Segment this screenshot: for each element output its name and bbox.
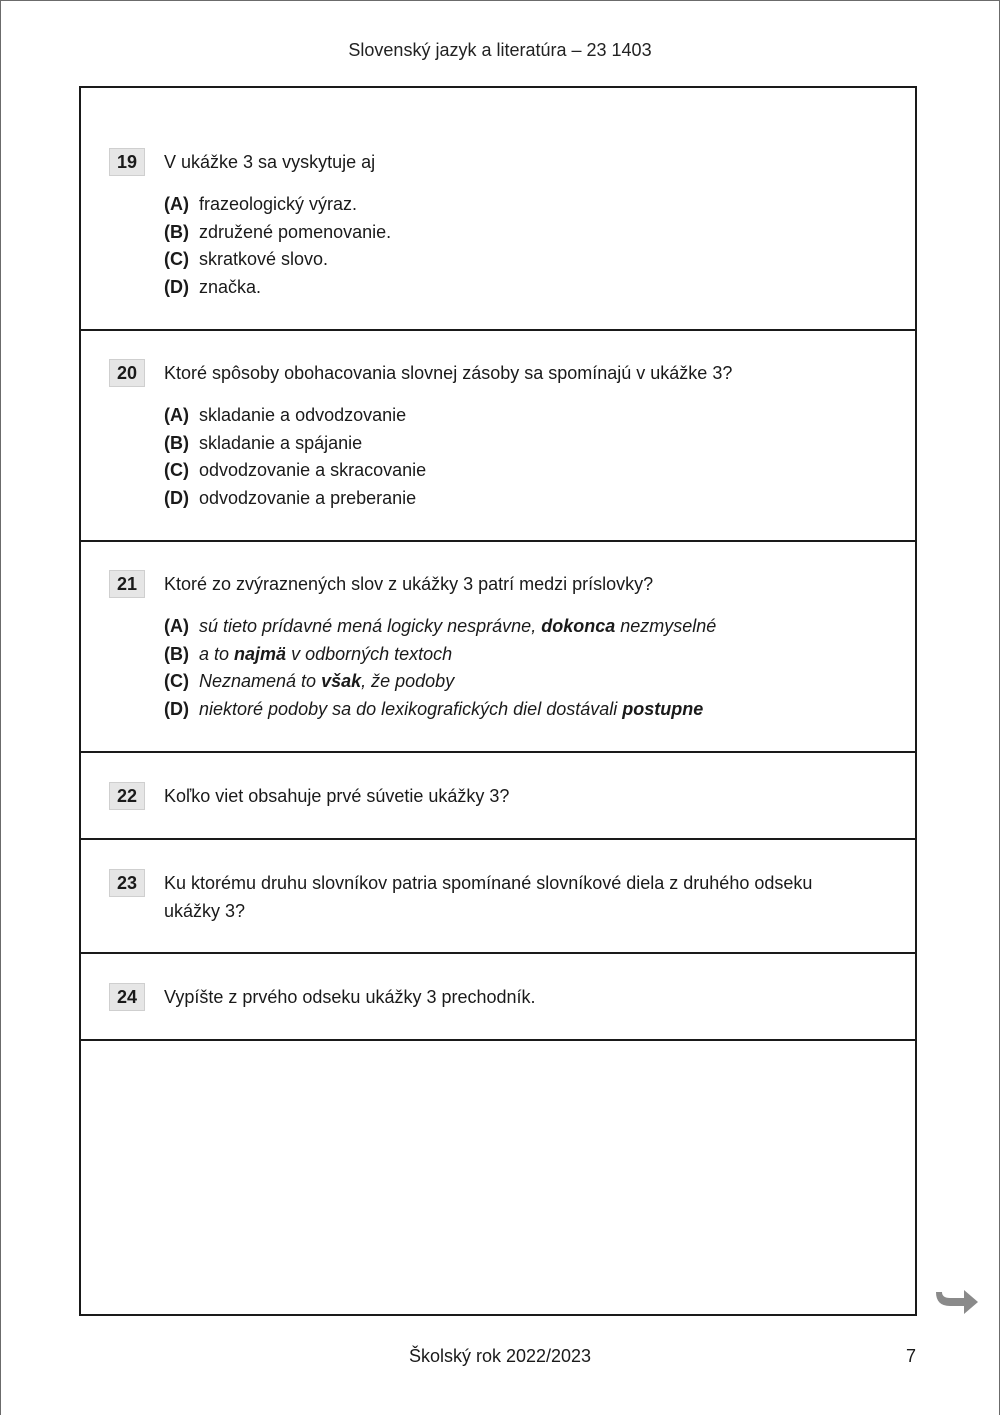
answer-area[interactable] (81, 1039, 915, 1314)
question-number: 21 (109, 570, 145, 598)
options-list (164, 402, 895, 512)
options-list (164, 613, 895, 723)
option-c[interactable]: (C) odvodzovanie a skracovanie (164, 460, 427, 481)
question-text: Koľko viet obsahuje prvé súvetie ukážky 3? (164, 786, 510, 806)
option-c[interactable]: (C) skratkové slovo. (164, 249, 329, 270)
question-number: 20 (109, 359, 145, 387)
arrow-right-curved-icon (932, 1286, 980, 1318)
question-number: 23 (109, 869, 145, 897)
question-text: V ukážke 3 sa vyskytuje aj (164, 152, 376, 172)
option-d[interactable]: (D) značka. (164, 276, 262, 297)
question-24 (81, 952, 915, 1041)
question-text: Ktoré zo zvýraznených slov z ukážky 3 patrí medzi príslovky? (164, 574, 654, 594)
question-21 (81, 540, 915, 753)
option-b[interactable]: (B) a to najmä v odborných textoch (164, 643, 453, 664)
option-a[interactable]: (A) frazeologický výraz. (164, 194, 358, 214)
question-text: Vypíšte z prvého odseku ukážky 3 prechodník. (164, 987, 536, 1007)
option-c[interactable]: (C) Neznamená to však, že podoby (164, 671, 455, 692)
question-text: Ku ktorému druhu slovníkov patria spomínané slovníkové diela z druhého odseku ukážky 3? (164, 873, 813, 921)
footer-school-year: Školský rok 2022/2023 (408, 1346, 592, 1366)
page-header: Slovenský jazyk a literatúra – 23 1403 (348, 40, 652, 60)
question-23 (81, 838, 915, 954)
option-b[interactable]: (B) skladanie a spájanie (164, 432, 363, 453)
question-22 (81, 751, 915, 840)
question-text: Ktoré spôsoby obohacovania slovnej zásoby sa spomínajú v ukážke 3? (164, 363, 733, 383)
option-a[interactable]: (A) sú tieto prídavné mená logicky nesprávne, dokonca nezmyselné (164, 616, 717, 636)
question-19 (81, 88, 915, 331)
question-number: 22 (109, 782, 145, 810)
question-20 (81, 329, 915, 542)
questions-box (79, 86, 917, 1316)
option-b[interactable]: (B) združené pomenovanie. (164, 221, 392, 242)
options-list (164, 191, 895, 301)
option-a[interactable]: (A) skladanie a odvodzovanie (164, 405, 407, 425)
option-d[interactable]: (D) odvodzovanie a preberanie (164, 487, 417, 508)
option-d[interactable]: (D) niektoré podoby sa do lexikografických diel dostávali postupne (164, 698, 704, 719)
question-number: 19 (109, 148, 145, 176)
question-number: 24 (109, 983, 145, 1011)
page-number: 7 (906, 1346, 917, 1366)
